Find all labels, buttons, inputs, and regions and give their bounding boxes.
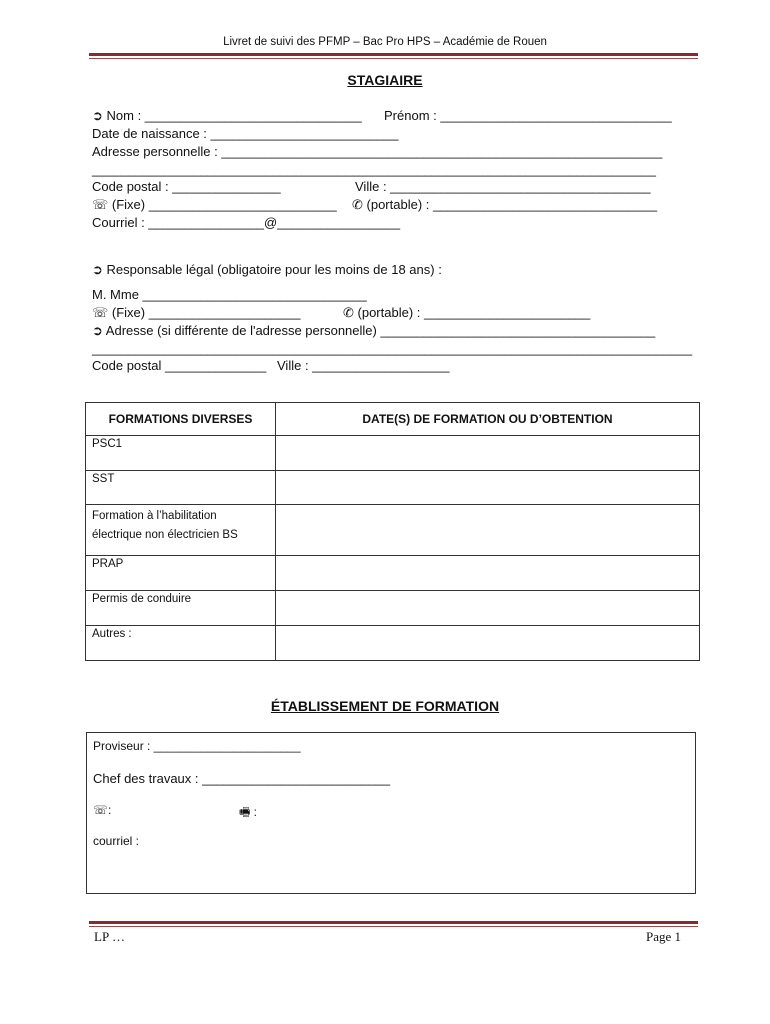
responsable-cp-field[interactable]: Code postal ______________	[92, 358, 267, 373]
portable-field[interactable]: ✆ (portable) : _______________________________	[352, 197, 658, 212]
responsable-ville-field[interactable]: Ville : ___________________	[277, 358, 450, 373]
nom-field[interactable]: ➲ Nom : ______________________________	[92, 108, 362, 123]
responsable-mme-field[interactable]: M. Mme _______________________________	[92, 287, 367, 302]
responsable-title: ➲ Responsable légal (obligatoire pour les moins de 18 ans) :	[92, 262, 442, 277]
page-number: Page 1	[646, 929, 682, 944]
responsable-fixe-field[interactable]: ☏ (Fixe) _____________________	[92, 305, 301, 320]
footer-rule	[89, 921, 698, 924]
formation-prap: PRAP	[86, 556, 276, 591]
stagiaire-title: STAGIAIRE	[347, 72, 423, 88]
chef-travaux-field[interactable]: Chef des travaux : __________________________	[93, 771, 391, 786]
formation-habilitation-line2: électrique non électricien BS	[92, 529, 238, 541]
footer-rule-thin	[89, 926, 698, 927]
adresse-field[interactable]: Adresse personnelle : _____________________________________________________________	[92, 144, 663, 159]
formation-habilitation	[86, 505, 276, 556]
fixe-field[interactable]: ☏ (Fixe) __________________________	[92, 197, 337, 212]
courriel-field[interactable]: Courriel : ________________@_________________	[92, 215, 401, 230]
date-cell[interactable]	[276, 556, 700, 591]
dates-header: DATE(S) DE FORMATION OU D’OBTENTION	[276, 403, 700, 436]
footer-left: LP …	[94, 929, 125, 944]
formation-psc1: PSC1	[86, 436, 276, 471]
prenom-field[interactable]: Prénom : ________________________________	[384, 108, 672, 123]
etab-courriel-field[interactable]: courriel :	[93, 834, 140, 848]
ville-field[interactable]: Ville : ____________________________________	[355, 179, 651, 194]
date-cell[interactable]	[276, 436, 700, 471]
etablissement-box	[86, 732, 696, 894]
naissance-field[interactable]: Date de naissance : __________________________	[92, 126, 399, 141]
formation-habilitation-line1: Formation à l’habilitation	[92, 510, 217, 522]
formation-autres: Autres :	[86, 626, 276, 661]
header-rule-thin	[89, 58, 698, 59]
header-rule	[89, 53, 698, 56]
fax-icon-field[interactable]: 🖷 :	[239, 805, 257, 819]
formation-sst: SST	[86, 471, 276, 505]
page-header: Livret de suivi des PFMP – Bac Pro HPS – Académie de Rouen	[223, 36, 547, 48]
date-cell[interactable]	[276, 505, 700, 556]
formation-permis: Permis de conduire	[86, 591, 276, 626]
adresse-field-2[interactable]: ______________________________________________________________________________	[92, 162, 656, 177]
proviseur-field[interactable]: Proviseur : ______________________	[93, 739, 301, 753]
date-cell[interactable]	[276, 591, 700, 626]
etablissement-title: ÉTABLISSEMENT DE FORMATION	[270, 698, 500, 714]
responsable-portable-field[interactable]: ✆ (portable) : _______________________	[343, 305, 591, 320]
responsable-adresse-field-2[interactable]: ___________________________________________________________________________________	[92, 341, 693, 356]
responsable-adresse-field[interactable]: ➲ Adresse (si différente de l'adresse personnelle) ______________________________________	[92, 323, 656, 338]
formations-table	[85, 402, 700, 661]
code-postal-field[interactable]: Code postal : _______________	[92, 179, 281, 194]
formations-header: FORMATIONS DIVERSES	[86, 403, 276, 436]
date-cell[interactable]	[276, 471, 700, 505]
phone-icon-field[interactable]: ☏:	[93, 803, 112, 817]
date-cell[interactable]	[276, 626, 700, 661]
